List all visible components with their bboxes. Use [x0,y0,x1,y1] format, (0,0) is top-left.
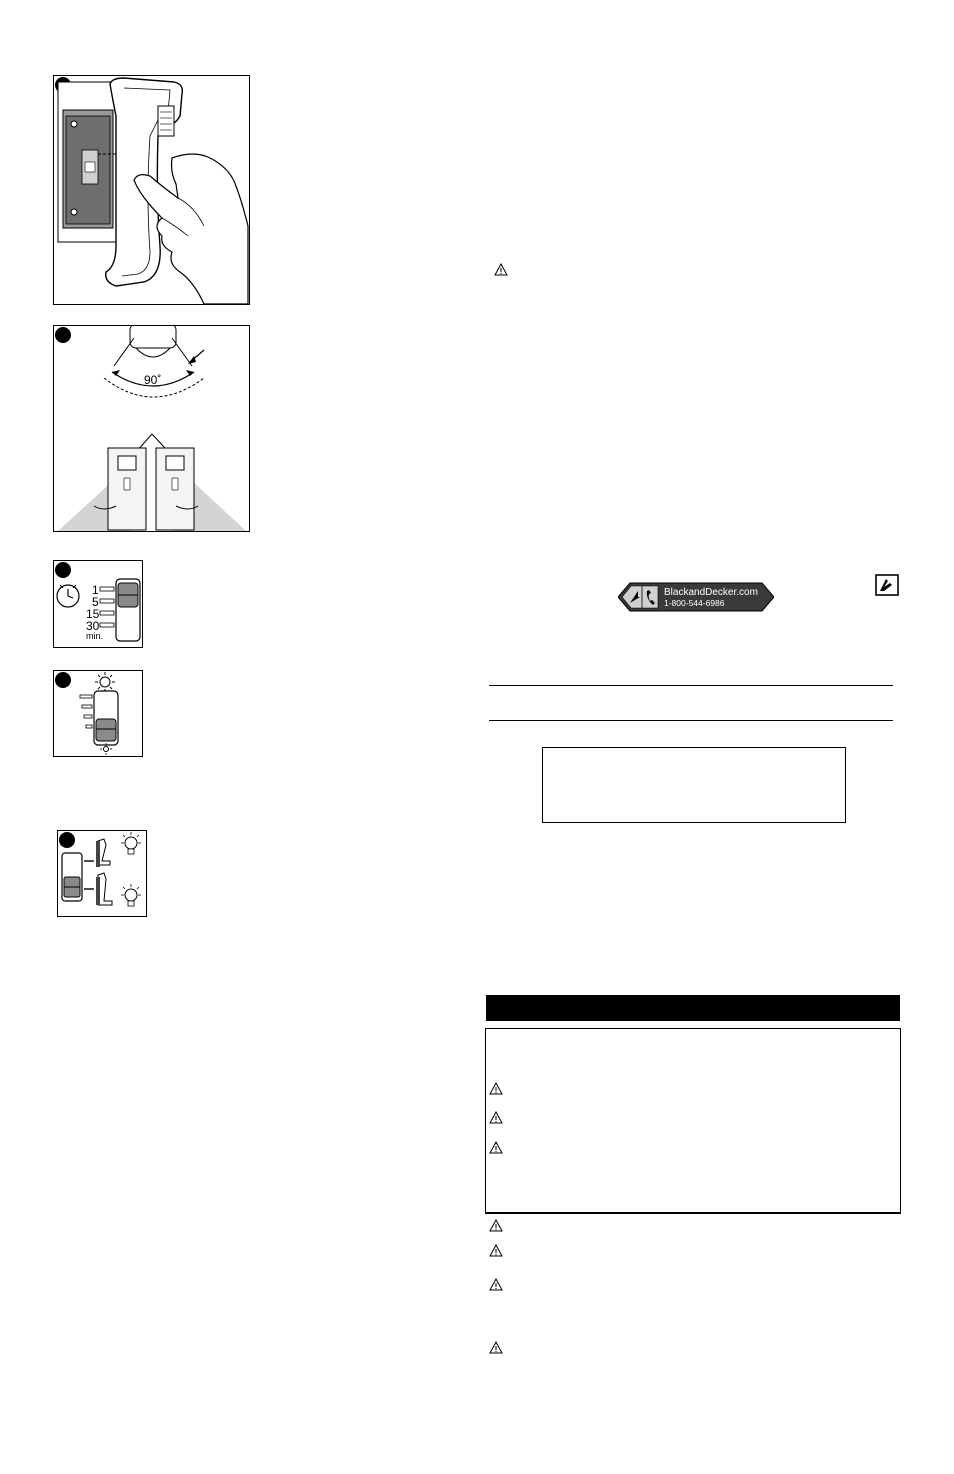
timer-option-5: 5 [92,595,99,609]
timer-switch-illustration [98,577,142,647]
figure-4-sensitivity-panel [53,670,143,757]
figure-4-badge [55,672,71,688]
contact-badge [618,581,774,613]
safety-warnings-box [485,1028,901,1213]
warning-triangle-icon [489,1244,503,1257]
horizontal-rule [489,720,893,721]
angle-label: 90˚ [144,373,162,387]
warning-triangle-icon [489,1219,503,1232]
timer-unit-label: min. [86,631,104,641]
figure-5-mode-panel [57,830,147,917]
warning-triangle-icon [489,1278,503,1291]
figure-2-sensor-angle-panel [53,325,250,532]
figure-1-mounting-panel [53,75,250,305]
warning-triangle-icon [494,263,508,276]
figure-3-badge [55,562,71,578]
figure-1-illustration [54,76,249,304]
timer-option-15: 15 [86,607,100,621]
sun-dim-icon [100,743,112,755]
warning-triangle-icon [489,1111,503,1124]
figure-2-illustration [54,326,249,531]
warning-triangle-icon [489,1082,503,1095]
warning-triangle-icon [489,1341,503,1354]
timer-option-30: 30 [86,619,100,633]
clock-icon [54,581,84,611]
section-header-bar [486,995,900,1021]
light-bulb-icon [118,831,144,861]
timer-option-1: 1 [92,583,99,597]
safety-box-bottom-rule [485,1212,901,1214]
notice-box [542,747,846,823]
yellow-pages-icon [874,573,900,597]
light-bulb-icon [118,883,144,913]
phone-number: 1-800-544-6986 [664,598,725,608]
horizontal-rule [489,685,893,686]
figure-3-timer-panel [53,560,143,648]
warning-triangle-icon [489,1141,503,1154]
website-label: BlackandDecker.com [664,587,758,598]
